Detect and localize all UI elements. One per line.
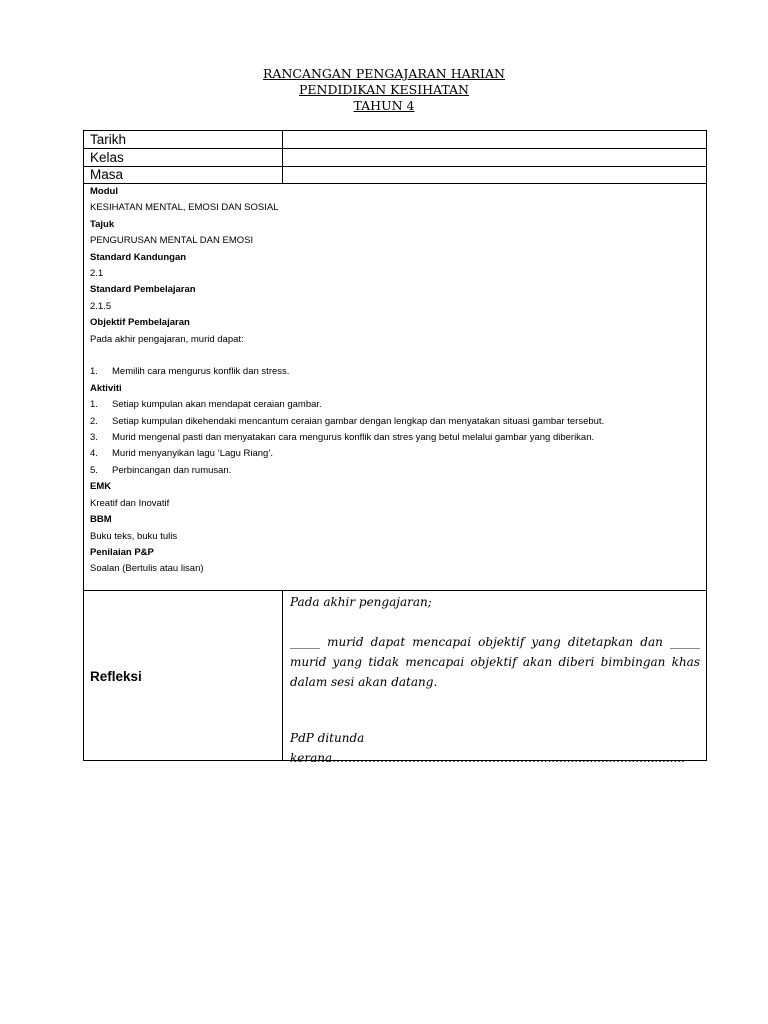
doc-year: TAHUN 4: [353, 98, 415, 113]
row-divider: [84, 166, 706, 167]
standard-kandungan-label: Standard Kandungan: [90, 251, 187, 263]
item-number: 3.: [90, 432, 98, 444]
list-item: [90, 446, 700, 462]
refleksi-content: [290, 592, 700, 768]
emk-value: Kreatif dan Inovatif: [90, 497, 170, 509]
lesson-plan-table: [83, 130, 707, 765]
modul-value: KESIHATAN MENTAL, EMOSI DAN SOSIAL: [90, 202, 279, 214]
blank-line: [90, 348, 700, 364]
item-number: 2.: [90, 415, 98, 427]
item-number: 5.: [90, 464, 98, 476]
item-number: 1.: [90, 366, 98, 378]
item-text: Memilih cara mengurus konflik dan stress.: [112, 366, 290, 378]
row-divider: [84, 148, 706, 149]
doc-title: RANCANGAN PENGAJARAN HARIAN: [263, 66, 505, 81]
doc-subject: PENDIDIKAN KESIHATAN: [299, 82, 469, 97]
standard-pembelajaran-value: 2.1.5: [90, 300, 112, 312]
penilaian-label: Penilaian P&P: [90, 546, 154, 558]
item-text: Setiap kumpulan dikehendaki mencantum ceraian gambar dengan lengkap dan menyatakan situasi gambar tersebut.: [112, 415, 605, 427]
list-item: [90, 397, 700, 413]
tajuk-value: PENGURUSAN MENTAL DAN EMOSI: [90, 235, 254, 247]
objektif-intro: Pada akhir pengajaran, murid dapat:: [90, 333, 244, 345]
lesson-details: [90, 184, 700, 578]
bbm-value: Buku teks, buku tulis: [90, 530, 178, 542]
column-divider: [282, 131, 283, 183]
standard-kandungan-value: 2.1: [90, 268, 104, 280]
emk-label: EMK: [90, 481, 112, 493]
objektif-label: Objektif Pembelajaran: [90, 317, 190, 329]
row-divider: [84, 590, 706, 591]
blank-line: [290, 692, 700, 728]
list-item: [90, 364, 700, 380]
item-text: Murid mengenal pasti dan menyatakan cara mengurus konflik dan stres yang betul melalui gambar yang diberikan.: [112, 432, 595, 444]
tarikh-label: Tarikh: [90, 132, 127, 147]
modul-label: Modul: [90, 186, 118, 197]
list-item: [90, 430, 700, 446]
refleksi-line: murid yang tidak mencapai objektif akan diberi bimbingan khas: [290, 655, 700, 669]
kelas-label: Kelas: [90, 150, 124, 165]
penilaian-value: Soalan (Bertulis atau lisan): [90, 563, 204, 575]
tajuk-label: Tajuk: [90, 218, 115, 230]
item-number: 1.: [90, 399, 98, 411]
refleksi-label: Refleksi: [90, 669, 142, 684]
refleksi-line: _____ murid dapat mencapai objektif yang ditetapkan dan _____: [290, 635, 700, 649]
pdp-ditunda-line: PdP ditunda kerana…………………………………………….......................................: [290, 731, 685, 765]
refleksi-intro: Pada akhir pengajaran;: [290, 595, 432, 609]
blank-line: [290, 612, 700, 632]
masa-label: Masa: [90, 167, 124, 182]
aktiviti-label: Aktiviti: [90, 382, 122, 394]
list-item: [90, 414, 700, 430]
standard-pembelajaran-label: Standard Pembelajaran: [90, 284, 196, 296]
list-item: [90, 463, 700, 479]
refleksi-line: dalam sesi akan datang.: [290, 675, 438, 689]
item-number: 4.: [90, 448, 98, 460]
item-text: Perbincangan dan rumusan.: [112, 464, 232, 476]
bbm-label: BBM: [90, 514, 112, 526]
column-divider: [282, 590, 283, 761]
document-header: [0, 66, 768, 114]
item-text: Murid menyanyikan lagu ‘Lagu Riang’.: [112, 448, 274, 460]
item-text: Setiap kumpulan akan mendapat ceraian gambar.: [112, 399, 322, 411]
